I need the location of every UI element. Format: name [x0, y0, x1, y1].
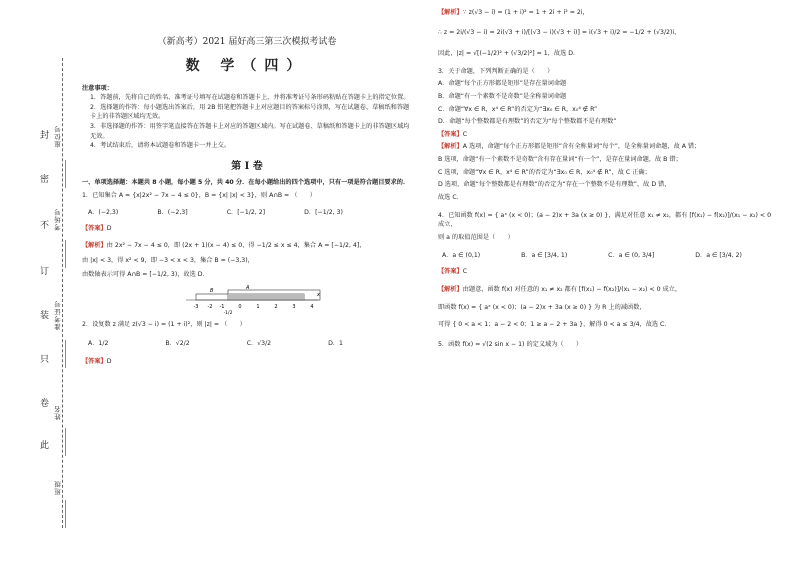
question-3: 3．关于命题，下列判断正确的是（ ） [438, 67, 554, 75]
field-line [65, 428, 66, 456]
tick-label: 0 [238, 304, 242, 311]
option: D．a ∈ [3/4, 2) [695, 252, 742, 260]
seal-char: 卷 [40, 399, 50, 409]
analysis-text: 由 2x² − 7x − 4 ≤ 0，即 (2x + 1)(x − 4) ≤ 0，得 −1/2 ≤ x ≤ 4，集合 A = [−1/2, 4]， [106, 242, 366, 250]
analysis-text: 即函数 f(x) = { aˣ (x < 0)；(a − 2)x + 3a (x ≥ 0) } 为 R 上的减函数， [438, 303, 646, 311]
notice-item: 1．答题前，先将自己的姓名、准考证号填写在试题卷和答题卡上，并将准考证号条形码粘贴在答题卡上的指定位置。 [90, 94, 410, 102]
answer-3 [438, 130, 778, 140]
seal-char: 只 [40, 355, 50, 365]
field-class: 班级 [54, 480, 62, 495]
analysis-text: ∵ z(√3 − i) = (1 + i)² = 1 + 2i + i² = 2i， [462, 9, 589, 16]
field-line [65, 340, 66, 368]
field-exam-room: 考场号 [54, 208, 62, 231]
question-4-options [442, 250, 742, 259]
tick-label: -2 [207, 304, 213, 311]
tick-label: -3 [193, 304, 199, 311]
question-1-options [88, 207, 343, 216]
answer-1 [82, 224, 412, 234]
option: B．a ∈ [3/4, 1) [521, 252, 568, 260]
analysis-text: A 选项，命题“每个正方形都是矩形”含有全称量词“每个”，是全称量词命题，故 A 错； [462, 143, 701, 151]
intersection-fill [228, 294, 304, 300]
section-heading: 第 Ⅰ 卷 [231, 160, 263, 172]
option: C．命题“∀x ∈ R，x⁴ ∈ R”的否定为“∃x₀ ∈ R，x₀⁴ ∉ R” [438, 105, 598, 113]
notice-item: 2．选择题的作答：每小题选出答案后，用 2B 铅笔把答题卡上对应题目的答案标号涂黑，写在试题卷、草稿纸和答题卡上的非答题区域均无效。 [90, 103, 410, 121]
analysis-text: 由题意，函数 f(x) 对任意的 x₁ ≠ x₂ 都有 [f(x₁) − f(x₂)]/(x₁ − x₂) < 0 成立， [462, 285, 682, 293]
tick-label: -1/2 [223, 311, 233, 317]
option: B．(−2,3] [157, 208, 188, 216]
option: C．[−1/2, 2] [226, 208, 266, 216]
right-column [438, 8, 778, 349]
analysis-text: ∴ z = 2i/(√3 − i) = 2i(√3 + i)/[(√3 − i)(√3 + i)] = i(√3 + i)/2 = −1/2 + (√3/2)i， [438, 28, 681, 36]
seal-char: 装 [40, 311, 50, 321]
analysis-text: 可得 { 0 < a < 1；a − 2 < 0；1 ≥ a − 2 + 3a }，解得 0 < a ≤ 3/4，故选 C． [438, 321, 671, 329]
field-name: 姓名 [54, 405, 62, 420]
analysis-1 [82, 241, 412, 251]
left-column [82, 8, 412, 366]
set-label: A [246, 285, 250, 292]
notice-title: 注意事项： [82, 84, 113, 92]
question-4: 4．已知函数 f(x) = { aˣ (x < 0)；(a − 2)x + 3a (x ≥ 0) }，满足对任意 x₁ ≠ x₂，都有 [f(x₁) − f(x₂)]/(x₁ − x₂) < 0 成立， [438, 211, 772, 229]
analysis-tag: 【解析】 [438, 285, 463, 293]
tick-label: 1 [256, 304, 260, 311]
answer-2 [82, 357, 412, 367]
analysis-tag: 【解析】 [82, 242, 107, 250]
binding-dashed-line [62, 58, 63, 528]
analysis-text: 因此，|z| = √[(−1/2)² + (√3/2)²] = 1，故选 D． [438, 50, 580, 58]
analysis-text: 故选 C． [438, 193, 463, 201]
analysis-text: B 选项，命题“有一个素数不是奇数”含有存在量词“有一个”，是存在量词命题，故 B 错； [438, 156, 682, 164]
answer-value: C [462, 268, 468, 276]
option: D．命题“每个整数都是有理数”的否定为“每个整数都不是有理数” [438, 118, 617, 126]
question-2-options [88, 338, 343, 347]
analysis-tag: 【解析】 [438, 143, 463, 151]
seal-char: 此 [40, 441, 50, 451]
question-4-range: 则 a 的取值范围是（ ） [438, 233, 514, 241]
field-line [65, 240, 66, 268]
option: C．√3/2 [246, 339, 272, 347]
option: A．命题“每个正方形都是矩形”是存在量词命题 [438, 80, 567, 88]
set-label: B [210, 288, 214, 295]
analysis-3 [438, 142, 778, 152]
answer-tag: 【答案】 [438, 130, 463, 138]
section-intro: 一、单项选择题：本题共 8 小题，每小题 5 分，共 40 分．在每小题给出的四个选项中，只有一项是符合题目要求的． [82, 179, 410, 187]
question-2: 2．设复数 z 满足 z(√3 − i) = (1 + i)²，则 |z| = （ ） [82, 321, 246, 329]
field-seat-number: 座位号 [54, 125, 62, 148]
seal-char: 不 [40, 221, 50, 231]
analysis-text: D 选项，命题“每个整数都是有理数”的否定为“存在一个整数不是有理数”，故 D 错， [438, 181, 671, 189]
option: A．a ∈ (0,1) [442, 252, 481, 260]
number-line-figure [182, 282, 322, 316]
seal-char: 封 [40, 131, 50, 141]
option: B．命题“有一个素数不是奇数”是全称量词命题 [438, 93, 567, 101]
option: A．1/2 [88, 339, 109, 347]
analysis-text: 由 |x| < 3，得 x² < 9，即 −3 < x < 3，集合 B = (−3,3)， [82, 256, 254, 264]
question-5: 5．函数 f(x) = √(2 sin x − 1) 的定义域为（ ） [438, 340, 583, 348]
tick-label: 3 [292, 304, 296, 311]
field-line [65, 160, 66, 188]
question-1: 1．已知集合 A = {x|2x² − 7x − 4 ≤ 0}，B = {x| |x| < 3}，则 A∩B = （ ） [82, 192, 316, 199]
field-ticket-number: 准考证号 [54, 300, 62, 330]
tick-label: -1 [219, 304, 225, 311]
analysis-4 [438, 285, 778, 295]
notice-item: 4．考试结束后，请将本试题卷和答题卡一并上交。 [90, 142, 231, 150]
exam-title: （新高考）2021 届好高三第三次模拟考试卷 [157, 37, 337, 47]
notice-item: 3．非选择题的作答：用签字笔直接答在答题卡上对应的答题区域内。写在试题卷、草稿纸和答题卡上的非答题区域均无效。 [90, 123, 410, 140]
option: D．1 [328, 339, 343, 347]
axis-label: x [317, 292, 320, 299]
option: B．√2/2 [165, 339, 190, 347]
answer-tag: 【答案】 [438, 268, 463, 276]
analysis-text: 由数轴表示可得 A∩B = [−1/2, 3)，故选 D． [82, 271, 209, 279]
answer-value: D [106, 357, 112, 365]
option: D．[−1/2, 3) [304, 208, 343, 216]
option: C．a ∈ (0, 3/4] [608, 252, 655, 260]
option: A．(−2,3) [88, 208, 119, 216]
analysis-2 [438, 8, 778, 18]
answer-tag: 【答案】 [82, 224, 107, 232]
analysis-text: C 选项，命题“∀x ∈ R，x⁴ ∈ R”的否定为“∃x₀ ∈ R，x₀⁴ ∉ R”，故 C 正确； [438, 168, 651, 176]
answer-value: C [462, 130, 468, 138]
seal-char: 密 [40, 175, 50, 185]
exam-subtitle: 数 学（四） [185, 57, 309, 74]
answer-4 [438, 267, 778, 277]
seal-char: 订 [40, 267, 50, 277]
analysis-tag: 【解析】 [438, 9, 463, 16]
field-line [65, 500, 66, 528]
answer-tag: 【答案】 [82, 357, 107, 365]
answer-value: D [106, 224, 112, 232]
tick-label: 4 [310, 304, 314, 311]
tick-label: 2 [274, 304, 278, 311]
